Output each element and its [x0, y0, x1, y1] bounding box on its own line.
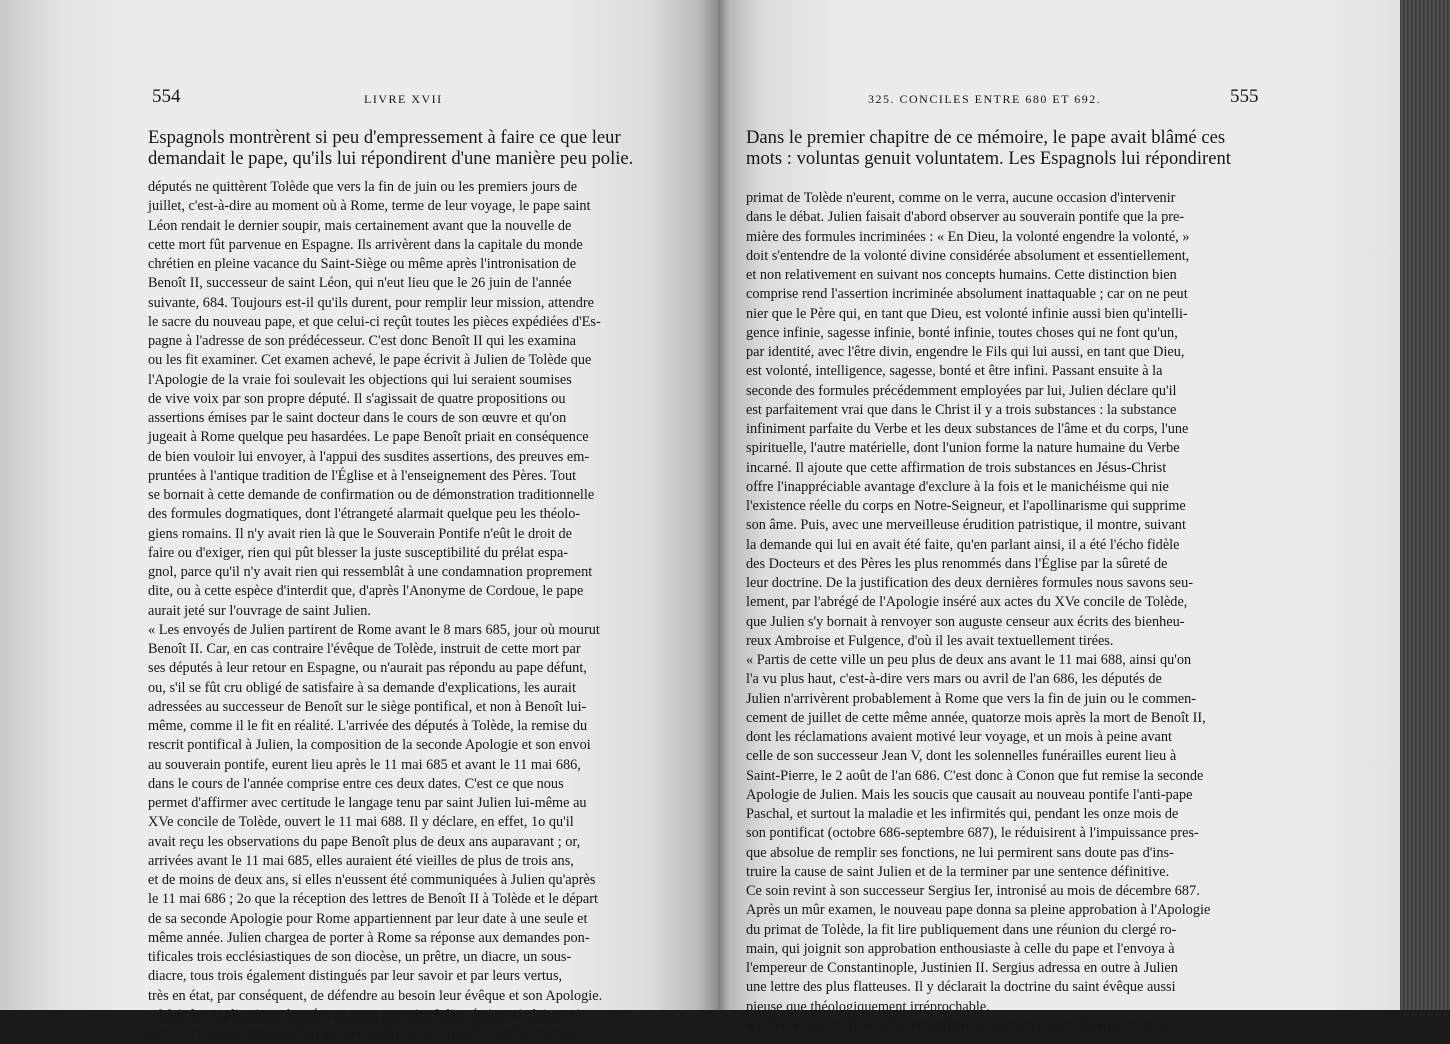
running-head: LIVRE XVII — [364, 92, 443, 106]
text-line: très en état, par conséquent, de défendre au besoin leur évêque et son Apologie. — [148, 987, 603, 1004]
text-line: spirituelle, l'autre matérielle, dont l'union forme la nature humaine du Verbe — [746, 440, 1180, 457]
text-line: cette mort fût parvenue en Espagne. Ils arrivèrent dans la capitale du monde — [148, 236, 583, 253]
text-line: avait reçu les observations du pape Benoît plus de deux ans auparavant ; or, — [148, 833, 581, 850]
text-line: permet d'affirmer avec certitude le langage tenu par saint Julien lui-même au — [148, 795, 587, 811]
text-line: députés ne quittèrent Tolède que vers la fin de juin ou les premiers jours de — [148, 179, 578, 195]
text-line: l'a vu plus haut, c'est-à-dire vers mars ou avril de l'an 686, les députés de — [746, 671, 1162, 688]
text-line: pieuse que théologiquement irréprochable. — [746, 998, 990, 1015]
text-line: au souverain pontife, eurent lieu après le 11 mai 685 et avant le 11 mai 686, — [148, 756, 581, 773]
text-line: chrétien en pleine vacance du Saint-Siège ou même après l'intronisation de — [148, 256, 577, 272]
text-line: une lettre des plus flatteuses. Il y déclarait la doctrine du saint évêque aussi — [746, 979, 1176, 996]
text-line: « Partis de cette ville un peu plus de deux ans avant le 11 mai 688, ainsi qu'on — [746, 652, 1192, 668]
lead-line: Dans le premier chapitre de ce mémoire, le pape avait blâmé ces — [746, 127, 1226, 148]
text-line: et non relativement en suivant nos concepts humains. Cette distinction bien — [746, 267, 1177, 283]
text-line: « Les envoyés de Julien partirent de Rome avant le 8 mars 685, jour où mourut — [148, 621, 600, 638]
text-line: que absolue de remplir ses fonctions, ne lui permirent sans doute pas d'ins- — [746, 844, 1174, 861]
text-line: même, comme il le fit en réalité. L'arrivée des députés à Tolède, la remise du — [148, 718, 588, 734]
text-line: Julien n'arrivèrent probablement à Rome que vers la fin de juin ou le commen- — [746, 690, 1197, 707]
text-line: lement, par l'abrégé de l'Apologie inséré aux actes du XVe concile de Tolède, — [746, 594, 1188, 611]
text-line: Paschal, et surtout la maladie et les infirmités qui, pendant les onze mois de — [746, 806, 1179, 822]
text-line: dite, ou à cette espèce d'interdit que, d'après l'Anonyme de Cordoue, le pape — [148, 583, 584, 600]
text-line: dans le cours de l'année comprise entre ces deux dates. C'est ce que nous — [148, 775, 564, 792]
text-line: même année. Julien chargea de porter à Rome sa réponse aux demandes pon- — [148, 929, 590, 946]
text-line: cement de juillet de cette même année, quatorze mois après la mort de Benoît II, — [746, 709, 1206, 726]
text-line: catégoriques et surtout si bien appuyées de preuves, que les représentants du — [148, 1026, 585, 1042]
text-line: Benoît II, successeur de saint Léon, qui n'eut lieu que le 26 juin de l'année — [148, 275, 572, 292]
text-line: pagne à l'adresse de son prédécesseur. C'est donc Benoît II qui les examina — [148, 333, 576, 349]
lead-paragraph — [746, 127, 1258, 169]
text-line: adressées au successeur de Benoît sur le siège pontifical, et non à Benoît lui- — [148, 698, 587, 715]
lead-line: mots : voluntas genuit voluntatem. Les Espagnols lui répondirent — [746, 148, 1231, 169]
text-line: et de moins de deux ans, si elles n'eussent été communiquées à Julien qu'après — [148, 872, 596, 888]
text-line: nier que le Père qui, en tant que Dieu, est volonté infinie aussi bien qu'intelli- — [746, 305, 1188, 322]
text-line: Léon rendait le dernier soupir, mais certainement avant que la nouvelle de — [148, 217, 572, 234]
text-line: reux Ambroise et Fulgence, d'où il les avait textuellement tirées. — [746, 632, 1114, 649]
text-line: de vive voix par son propre député. Il s'agissait de quatre propositions ou — [148, 390, 566, 407]
text-line: que Julien s'y bornait à renvoyer son auguste censeur aux écrits des bienheu- — [746, 613, 1185, 630]
text-line: « Mais les explications données au pape par saint Julien étaient si claires, si — [148, 1006, 580, 1023]
lead-paragraph — [148, 127, 668, 169]
text-line: gence infinie, sagesse infinie, bonté infinie, toutes choses qui ne font qu'un, — [746, 324, 1178, 341]
text-line: infiniment parfaite du Verbe et les deux substances de l'âme et du corps, l'une — [746, 421, 1189, 437]
text-line: aurait jeté sur l'ouvrage de saint Julien. — [148, 602, 371, 619]
text-line: l'empereur de Constantinople, Justinien II. Sergius adressa en outre à Julien — [746, 960, 1178, 976]
text-line: jugeait à Rome quelque peu hasardées. Le pape Benoît priait en conséquence — [148, 429, 589, 446]
right-page — [718, 0, 1400, 1034]
text-line: XVe concile de Tolède, ouvert le 11 mai 688. Il y déclare, en effet, 1o qu'il — [148, 814, 574, 831]
text-line: se bornait à cette demande de confirmation ou de démonstration traditionnelle — [148, 487, 595, 503]
text-line: de sa seconde Apologie pour Rome appartiennent par leur date à une seule et — [148, 910, 588, 927]
text-line: ou, s'il se fût cru obligé de satisfaire à sa demande d'explications, les aurait — [148, 679, 576, 696]
text-line: diacre, tous trois également distingués par leur savoir et par leurs vertus, — [148, 968, 563, 985]
text-line: Après un mûr examen, le nouveau pape donna sa pleine approbation à l'Apologie — [746, 902, 1211, 919]
text-line: comprise rend l'assertion incriminée absolument inattaquable ; car on ne peut — [746, 286, 1188, 303]
page-number: 554 — [152, 86, 181, 107]
text-line: ses députés à leur retour en Espagne, ou n'aurait pas répondu au pape défunt, — [148, 660, 587, 677]
book-page-edges — [1400, 0, 1450, 1010]
text-line: pruntées à l'antique tradition de l'Église et à l'enseignement des Pères. Tout — [148, 467, 577, 484]
text-line: gnol, parce qu'il n'y avait rien qui ressemblât à une condamnation proprement — [148, 564, 593, 580]
text-line: des formules dogmatiques, dont l'étrangeté alarmait quelque peu les théolo- — [148, 506, 581, 523]
text-line: giens romains. Il n'y avait rien là que le Souverain Pontife n'eût le droit de — [148, 525, 573, 542]
text-line: est volonté, intelligence, sagesse, bonté et être infini. Passant ensuite à la — [746, 363, 1163, 380]
text-line: la demande qui lui en avait été faite, qu'en parlant ainsi, il a été l'écho fidèle — [746, 536, 1180, 553]
body-text — [148, 178, 668, 1044]
text-line: des Docteurs et des Pères les plus renommés dans l'Église par la sûreté de — [746, 555, 1168, 572]
text-line: Saint-Pierre, le 2 août de l'an 686. C'est donc à Conon que fut remise la seconde — [746, 767, 1204, 784]
text-line: de bien vouloir lui envoyer, à l'appui des susdites assertions, des preuves em- — [148, 448, 590, 465]
text-line: seconde des formules précédemment employées par lui, Julien déclare qu'il — [746, 382, 1177, 399]
text-line: doit s'entendre de la volonté divine considérée absolument et essentiellement, — [746, 247, 1190, 264]
text-line: ou les fit examiner. Cet examen achevé, le pape écrivit à Julien de Tolède que — [148, 352, 592, 369]
text-line: son âme. Puis, avec une merveilleuse érudition patristique, il montre, suivant — [746, 517, 1186, 534]
running-head: 325. CONCILES ENTRE 680 ET 692. — [868, 92, 1102, 106]
text-line: par identité, avec l'être divin, engendre le Fils qui lui aussi, en tant que Dieu, — [746, 344, 1185, 360]
text-line: tificales trois ecclésiastiques de son diocèse, un prêtre, un diacre, un sous- — [148, 949, 572, 965]
text-line: l'Apologie de la vraie foi soulevait les objections qui lui seraient soumises — [148, 371, 572, 388]
left-page — [0, 0, 718, 1042]
page-number: 555 — [1230, 86, 1259, 107]
text-line: le sacre du nouveau pape, et que celui-ci reçût toutes les pièces expédiées d'Es- — [148, 313, 601, 330]
text-line: arrivées avant le 11 mai 685, elles auraient été vieilles de plus de trois ans, — [148, 852, 574, 869]
text-line: Apologie de Julien. Mais les soucis que causait au nouveau pontife l'anti-pape — [746, 786, 1193, 803]
text-line: dont les réclamations avaient motivé leur voyage, et un mois à peine avant — [746, 729, 1172, 745]
text-line: l'existence réelle du corps en Notre-Seigneur, et l'apollinarisme qui supprime — [746, 498, 1186, 514]
text-line: celle de son successeur Jean V, dont les solennelles funérailles eurent lieu à — [746, 748, 1177, 765]
text-line: juillet, c'est-à-dire au moment où à Rome, terme de leur voyage, le pape saint — [148, 198, 591, 215]
text-line: du primat de Tolède, la fit lire publiquement dans une réunion du clergé ro- — [746, 921, 1177, 938]
text-line: « L'heureuse conclusion de cette affaire, qui tenait les esprits en suspens à — [746, 1017, 1169, 1034]
text-line: le 11 mai 686 ; 2o que la réception des lettres de Benoît II à Tolède et le départ — [148, 891, 598, 908]
text-line: son pontificat (octobre 686-septembre 687), le réduisirent à l'impuissance pres- — [746, 825, 1199, 842]
text-line: leur doctrine. De la justification des deux dernières formules nous savons seu- — [746, 575, 1194, 591]
text-line: suivante, 684. Toujours est-il qu'ils durent, pour remplir leur mission, attendre — [148, 294, 595, 311]
text-line: primat de Tolède n'eurent, comme on le verra, aucune occasion d'intervenir — [746, 190, 1176, 206]
text-line: dans le débat. Julien faisait d'abord observer au souverain pontife que la pre- — [746, 209, 1185, 226]
text-line: est parfaitement vrai que dans le Christ il y a trois substances : la substance — [746, 401, 1177, 418]
text-line: Benoît II. Car, en cas contraire l'évêque de Tolède, instruit de cette mort par — [148, 641, 581, 657]
text-line: Ce soin revint à son successeur Sergius Ier, intronisé au mois de décembre 687. — [746, 883, 1200, 899]
lead-line: demandait le pape, qu'ils lui répondirent d'une manière peu polie. — [148, 148, 634, 169]
lead-line: Espagnols montrèrent si peu d'empressement à faire ce que leur — [148, 127, 621, 148]
text-line: offre l'inappréciable avantage d'exclure à la fois et le manichéisme qui nie — [746, 478, 1169, 495]
text-line: truire la cause de saint Julien et de la terminer par une sentence définitive. — [746, 863, 1170, 880]
body-text — [746, 189, 1264, 1036]
text-line: incarné. Il ajoute que cette affirmation de trois substances en Jésus-Christ — [746, 459, 1167, 476]
text-line: rescrit pontifical à Julien, la composition de la seconde Apologie et son envoi — [148, 737, 591, 754]
text-line: main, qui joignit son approbation enthousiaste à celle du pape et l'envoya à — [746, 940, 1175, 957]
text-line: mière des formules incriminées : « En Dieu, la volonté engendre la volonté, » — [746, 228, 1190, 245]
text-line: assertions émises par le saint docteur dans le cours de son œuvre et qu'on — [148, 410, 567, 426]
text-line: faire ou d'exiger, rien qui pût blesser la juste susceptibilité du prélat espa- — [148, 544, 569, 561]
